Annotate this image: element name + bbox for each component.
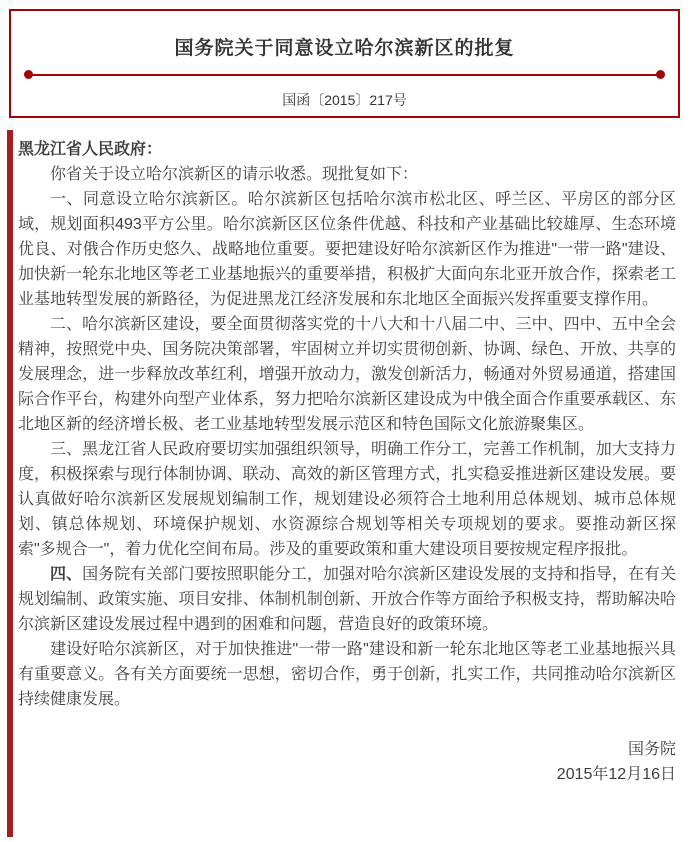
paragraph-item-3 [18, 437, 676, 562]
signature-block [18, 737, 676, 787]
paragraph-text: 你省关于设立哈尔滨新区的请示收悉。现批复如下： [50, 166, 419, 183]
divider-dot-left-icon [24, 70, 33, 79]
paragraph-item-1 [18, 187, 676, 312]
page-title: 国务院关于同意设立哈尔滨新区的批复 [174, 38, 515, 59]
paragraph-text: 一、同意设立哈尔滨新区。哈尔滨新区包括哈尔滨市松北区、呼兰区、平房区的部分区域，规划面积493平方公里。哈尔滨新区区位条件优越、科技和产业基础比较雄厚、生态环境优良、对俄合作历史悠久、战略地位重要。要把建设好哈尔滨新区作为推进"一带一路"建设、加快新一轮东北地区等老工业基地振兴的重要举措，积极扩大面向东北亚开放合作，探索老工业基地转型发展的新路径，为促进黑龙江经济发展和东北地区全面振兴发挥重要支撑作用。 [18, 191, 676, 308]
salutation: 黑龙江省人民政府： [18, 141, 163, 158]
paragraph-item-2 [18, 312, 676, 437]
paragraph-text: 三、黑龙江省人民政府要切实加强组织领导，明确工作分工，完善工作机制，加大支持力度，积极探索与现行体制协调、联动、高效的新区管理方式，扎实稳妥推进新区建设发展。要认真做好哈尔滨新区发展规划编制工作，规划建设必须符合土地利用总体规划、城市总体规划、镇总体规划、环境保护规划、水资源综合规划等相关专项规划的要求。要推动新区探索"多规合一"，着力优化空间布局。涉及的重要政策和重大建设项目要按规定程序报批。 [18, 441, 676, 558]
paragraph-prefix: 四、 [50, 566, 83, 583]
paragraph-closing [18, 637, 676, 712]
paragraph-text: 建设好哈尔滨新区，对于加快推进"一带一路"建设和新一轮东北地区等老工业基地振兴具有重要意义。各有关方面要统一思想，密切合作，勇于创新，扎实工作，共同推动哈尔滨新区持续健康发展。 [18, 641, 676, 708]
divider-dot-right-icon [656, 70, 665, 79]
left-accent-bar [7, 130, 13, 837]
paragraph-item-4 [18, 562, 676, 637]
document-body [18, 137, 676, 787]
paragraph-intro [18, 162, 676, 187]
signature-signer: 国务院 [627, 741, 676, 758]
paragraph-text: 国务院有关部门要按照职能分工，加强对哈尔滨新区建设发展的支持和指导，在有关规划编制、政策实施、项目安排、体制机制创新、开放合作等方面给予积极支持，帮助解决哈尔滨新区建设发展过程中遇到的困难和问题，营造良好的政策环境。 [18, 566, 676, 633]
paragraph-text: 二、哈尔滨新区建设，要全面贯彻落实党的十八大和十八届二中、三中、四中、五中全会精神，按照党中央、国务院决策部署，牢固树立并切实贯彻创新、协调、绿色、开放、共享的发展理念，进一步释放改革红利，增强开放动力，激发创新活力，畅通对外贸易通道，搭建国际合作平台，构建外向型产业体系，努力把哈尔滨新区建设成为中俄全面合作重要承载区、东北地区新的经济增长极、老工业基地转型发展示范区和特色国际文化旅游聚集区。 [18, 316, 676, 433]
header-box [9, 9, 680, 118]
signature-date: 2015年12月16日 [556, 766, 676, 783]
doc-number: 国函〔2015〕217号 [282, 92, 407, 108]
header-divider [26, 74, 663, 76]
